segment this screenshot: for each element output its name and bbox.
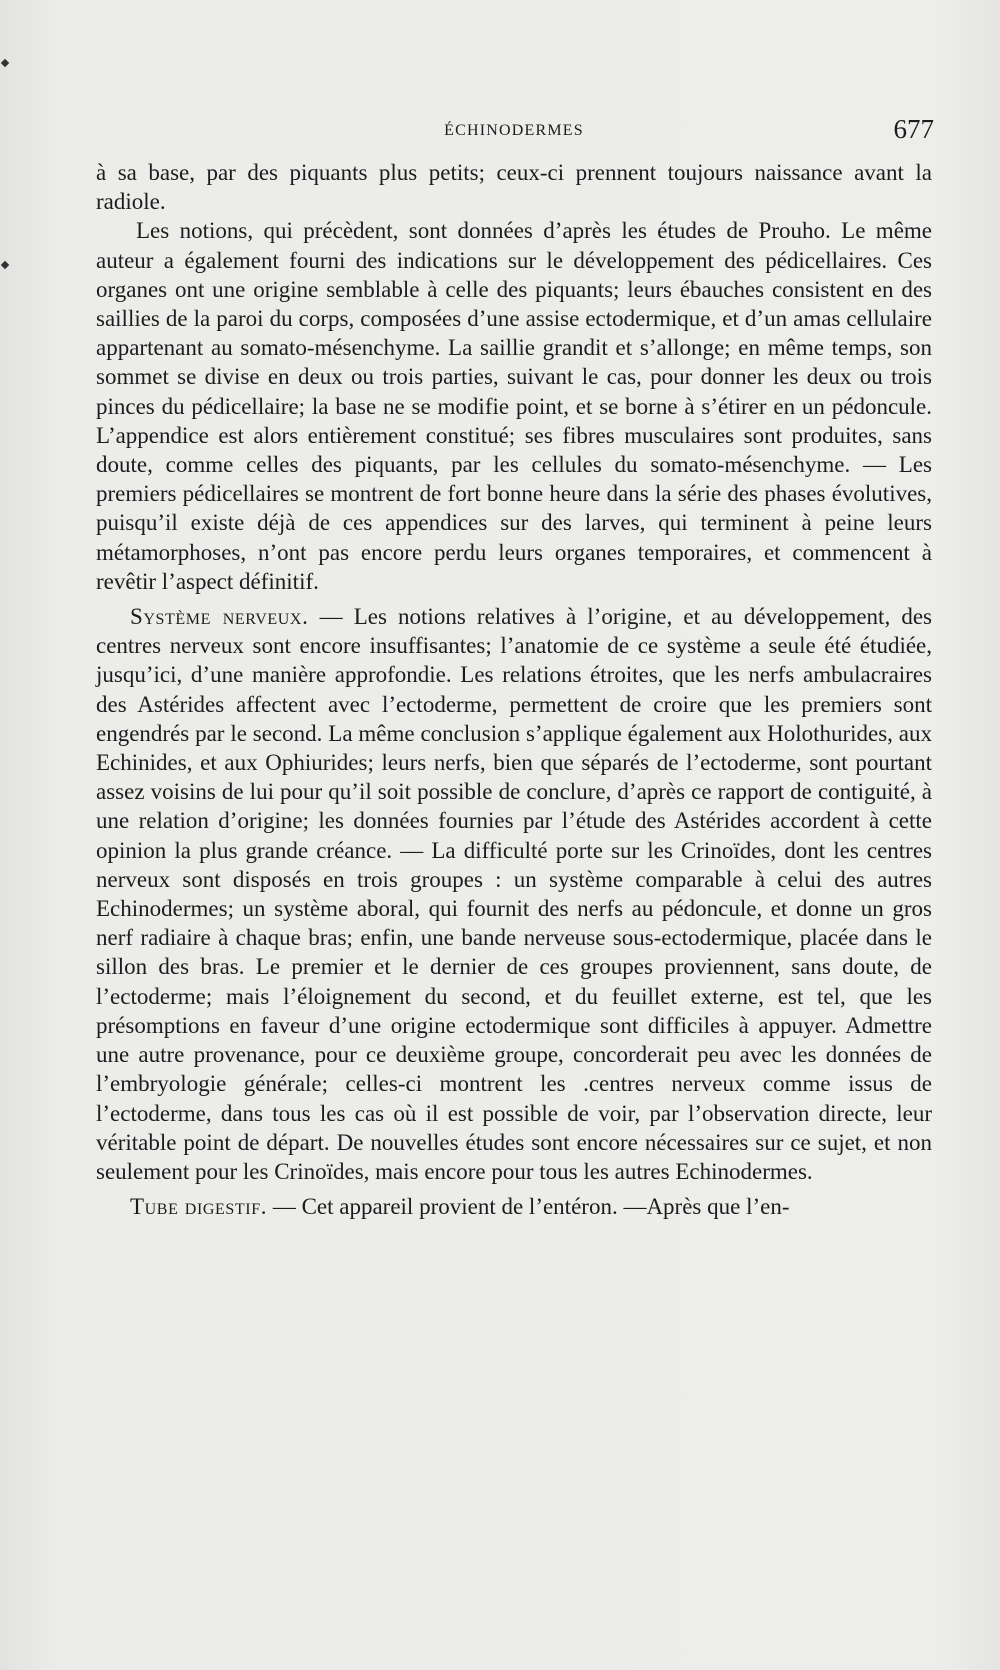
section-heading: Système nerveux. [130, 604, 309, 630]
section-heading: Tube digestif. [130, 1194, 268, 1220]
section-text: — Les notions relatives à l’origine, et au développement, des centres nerveux sont encore insuffisantes; l’anatomie de ce système a seule été étudiée, jusqu’ici, d’une manière approfondie. Les relations étroites, que les nerfs ambulacraires des Astérides affectent avec l’ectoderme, permettent de croire que les premiers sont engendrés par le second. La même conclusion s’applique également aux Holothurides, aux Echinides, et aux Ophiurides; leurs nerfs, bien que séparés de l’ectoderme, sont pourtant assez voisins de lui pour qu’il soit possible de conclure, d’après ce rapport de contiguité, à une relation d’origine; les données fournies par l’étude des Astérides accordent à cette opinion la plus grande créance. — La difficulté porte sur les Crinoïdes, dont les centres nerveux sont disposés en trois groupes : un système comparable à celui des autres Echinodermes; un système aboral, qui fournit des nerfs au pédoncule, et donne un gros nerf radiaire à chaque bras; enfin, une bande nerveuse sous-ectodermique, placée dans le sillon des bras. Le premier et le dernier de ces groupes proviennent, sans doute, de l’ectoderme; mais l’éloignement du second, et du feuillet externe, est tel, que les présomptions en faveur d’une origine ectodermique sont difficiles à appuyer. Admettre une autre provenance, pour ce deuxième groupe, concorderait peu avec les données de l’embryologie générale; celles-ci montrent les .centres nerveux comme issus de l’ectoderme, dans tous les cas où il est possible de voir, par l’observation directe, leur véritable point de départ. De nouvelles études sont encore nécessaires sur ce sujet, et non seulement pour les Crinoïdes, mais encore pour tous les autres Echinodermes. [96, 604, 932, 1184]
page-number: 677 [893, 114, 934, 144]
paragraph: Les notions, qui précèdent, sont données d’après les études de Prouho. Le même auteur a également fourni des indications sur le développement des pédicellaires. Ces organes ont une origine semblable à celle des piquants; leurs ébauches consistent en des saillies de la paroi du corps, composées d’une assise ectodermique, et d’un amas cellulaire appartenant au somato-mésenchyme. La saillie grandit et s’allonge; en même temps, son sommet se divise en deux ou trois parties, suivant le cas, pour donner les deux ou trois pinces du pédicellaire; la base ne se modifie point, et se borne à s’étirer en un pédoncule. L’appendice est alors entièrement constitué; ses fibres musculaires sont produites, sans doute, comme celles des piquants, par les cellules du somato-mésenchyme. — Les premiers pédicellaires se montrent de fort bonne heure dans la série des phases évolutives, puisqu’il existe déjà de ces appendices sur des larves, qui terminent à peine leurs métamorphoses, n’ont pas encore perdu leurs organes temporaires, et commencent à revêtir l’aspect définitif. [96, 218, 932, 594]
section-paragraph-digestive-tube [96, 1192, 932, 1221]
body-text [96, 158, 932, 1221]
running-title: ÉCHINODERMES [444, 122, 584, 139]
section-paragraph-nervous-system [96, 602, 932, 1186]
page-header [94, 110, 934, 150]
section-text: — Cet appareil provient de l’entéron. —Après que l’en- [267, 1194, 790, 1220]
paragraph: à sa base, par des piquants plus petits; ceux-ci prennent toujours naissance avant la radiole. [96, 160, 932, 215]
